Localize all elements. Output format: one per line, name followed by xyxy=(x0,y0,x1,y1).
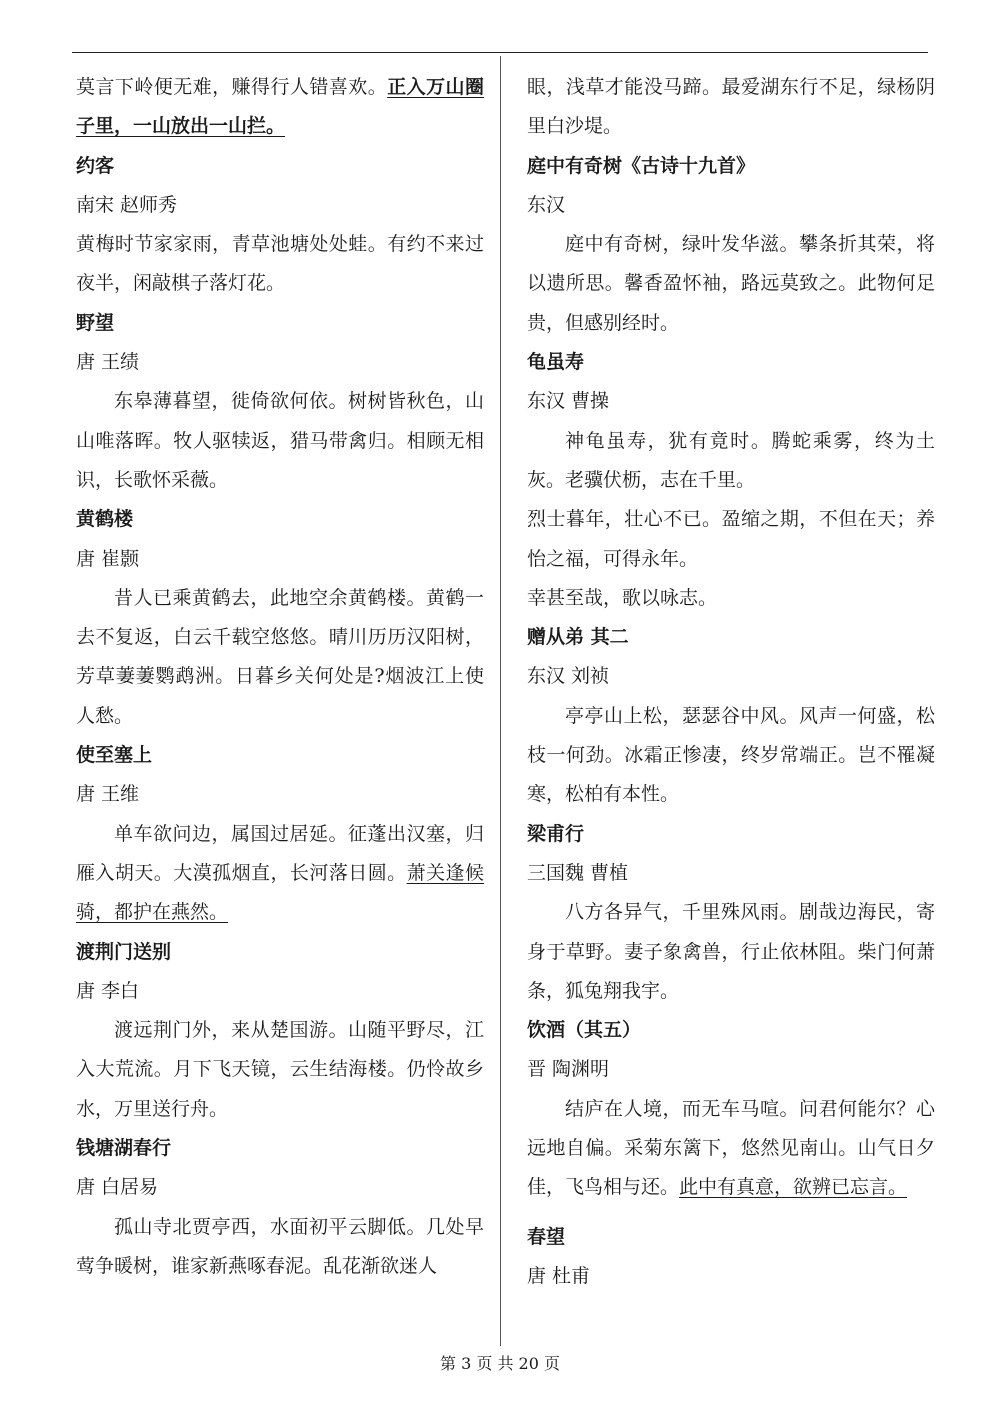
underlined-verse: 萧关逢候骑，都护在燕然。 xyxy=(76,861,484,924)
poem-title: 约客 xyxy=(76,154,115,177)
poem-body-line: 烈士暮年，壮心不已。盈缩之期，不但在天；养怡之福，可得永年。 xyxy=(527,508,935,570)
poem-continuation: 眼，浅草才能没马蹄。最爱湖东行不足，绿杨阴里白沙堤。 xyxy=(527,76,935,138)
poem-body: 亭亭山上松，瑟瑟谷中风。风声一何盛，松枝一何劲。冰霜正惨凄，终岁常端正。岂不罹凝寒，松柏有本性。 xyxy=(527,704,935,806)
poem-body: 神龟虽寿，犹有竟时。腾蛇乘雾，终为土灰。老骥伏枥，志在千里。 xyxy=(527,429,935,491)
poem-continuation: 莫言下岭便无难，赚得行人错喜欢。正入万山圈子里，一山放出一山拦。 xyxy=(76,76,484,138)
column-divider xyxy=(500,56,501,1346)
left-column xyxy=(76,68,484,1286)
poem-author: 唐 王绩 xyxy=(76,351,140,374)
poem-title: 赠从弟 其二 xyxy=(527,626,629,649)
poem-body: 渡远荆门外，来从楚国游。山随平野尽，江入大荒流。月下飞天镜，云生结海楼。仍怜故乡水，万里送行舟。 xyxy=(76,1019,484,1120)
poem-author: 唐 白居易 xyxy=(76,1176,159,1199)
poem-author: 唐 杜甫 xyxy=(527,1264,591,1287)
poem-author: 唐 崔颢 xyxy=(76,547,140,570)
poem-author: 唐 李白 xyxy=(76,979,140,1002)
header-rule xyxy=(72,52,928,53)
poem-title: 龟虽寿 xyxy=(527,351,585,374)
poem-author: 东汉 xyxy=(527,193,566,216)
poem-author: 南宋 赵师秀 xyxy=(76,193,178,216)
poem-body: 庭中有奇树，绿叶发华滋。攀条折其荣，将以遗所思。馨香盈怀袖，路远莫致之。此物何足贵，但感别经时。 xyxy=(527,233,935,334)
right-column xyxy=(527,68,935,1296)
poem-title: 庭中有奇树《古诗十九首》 xyxy=(527,154,756,177)
poem-body: 八方各异气，千里殊风雨。剧哉边海民，寄身于草野。妻子象禽兽，行止依林阻。柴门何萧条，狐兔翔我宇。 xyxy=(527,901,935,1002)
poem-author: 三国魏 曹植 xyxy=(527,861,629,884)
poem-title: 使至塞上 xyxy=(76,744,153,767)
poem-author: 东汉 刘祯 xyxy=(527,665,610,688)
poem-author: 晋 陶渊明 xyxy=(527,1058,610,1081)
poem-author: 东汉 曹操 xyxy=(527,390,610,413)
poem-title: 春望 xyxy=(527,1225,566,1248)
underlined-verse: 正入万山圈子里，一山放出一山拦。 xyxy=(76,76,484,138)
poem-body: 昔人已乘黄鹤去，此地空余黄鹤楼。黄鹤一去不复返，白云千载空悠悠。晴川历历汉阳树，芳草萋萋鹦鹉洲。日暮乡关何处是?烟波江上使人愁。 xyxy=(76,586,484,727)
poem-body: 东皋薄暮望，徙倚欲何依。树树皆秋色，山山唯落晖。牧人驱犊返，猎马带禽归。相顾无相识，长歌怀采薇。 xyxy=(76,390,484,491)
poem-body: 孤山寺北贾亭西，水面初平云脚低。几处早莺争暖树，谁家新燕啄春泥。乱花渐欲迷人 xyxy=(76,1215,484,1277)
poem-body-line: 幸甚至哉，歌以咏志。 xyxy=(527,586,718,609)
spacer xyxy=(527,1208,935,1218)
page-number: 第 3 页 共 20 页 xyxy=(440,1354,560,1373)
poem-title: 渡荆门送别 xyxy=(76,940,172,963)
poem-title: 饮酒（其五） xyxy=(527,1019,642,1042)
underlined-verse: 此中有真意，欲辨已忘言。 xyxy=(679,1176,908,1199)
poem-body: 黄梅时节家家雨，青草池塘处处蛙。有约不来过夜半，闲敲棋子落灯花。 xyxy=(76,233,484,295)
poem-title: 钱塘湖春行 xyxy=(76,1137,172,1160)
poem-body: 单车欲问边，属国过居延。征蓬出汉塞，归雁入胡天。大漠孤烟直，长河落日圆。萧关逢候骑，都护在燕然。 xyxy=(76,822,484,924)
poem-body: 结庐在人境，而无车马喧。问君何能尔？心远地自偏。采菊东篱下，悠然见南山。山气日夕佳，飞鸟相与还。此中有真意，欲辨已忘言。 xyxy=(527,1097,935,1199)
poem-title: 黄鹤楼 xyxy=(76,508,134,531)
poem-title: 梁甫行 xyxy=(527,822,585,845)
poem-author: 唐 王维 xyxy=(76,783,140,806)
poem-title: 野望 xyxy=(76,311,115,334)
